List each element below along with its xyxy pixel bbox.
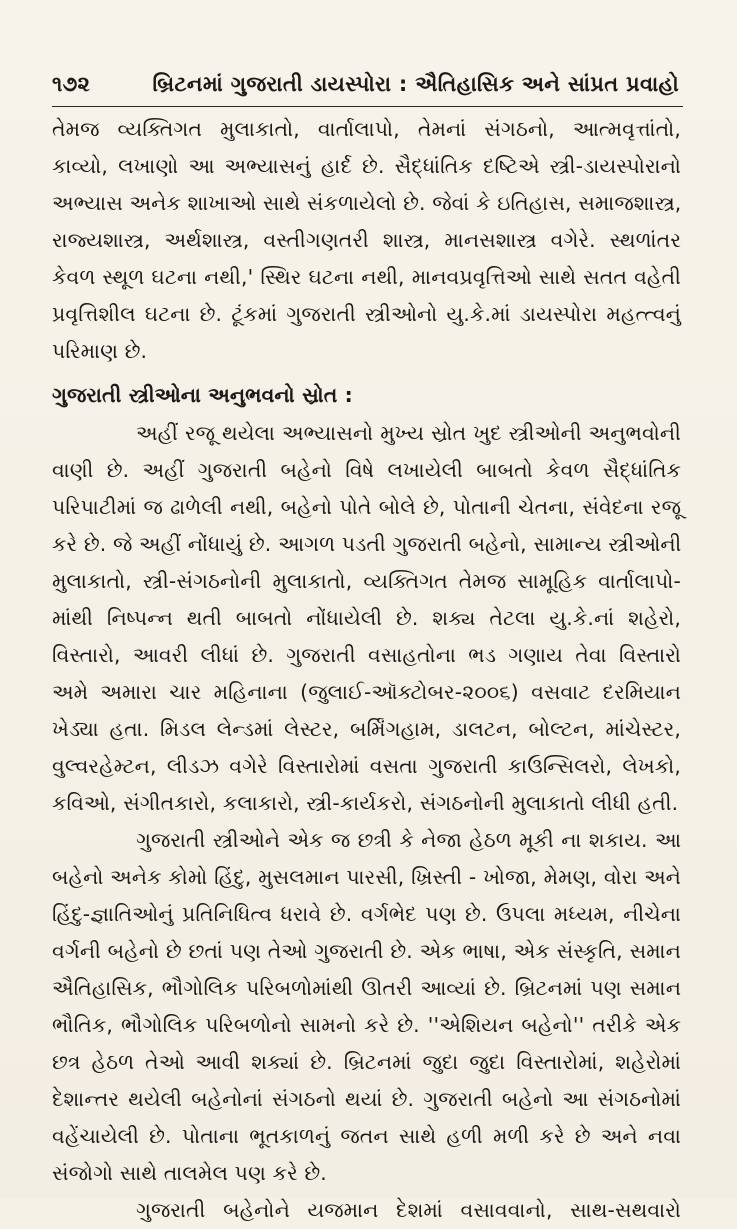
text-line: ગુજરાતી સ્ત્રીઓને એક જ છત્રી કે નેજા હેઠળ મૂકી ના શકાય. આ bbox=[136, 828, 681, 852]
text-line: વર્ગની બહેનો છે છતાં પણ તેઓ ગુજરાતી છે. એક ભાષા, એક સંસ્કૃતિ, સમાન bbox=[52, 939, 681, 963]
paragraph-diversity bbox=[52, 822, 681, 1192]
text-line: દેશાન્તર થયેલી બહેનોનાં સંગઠનો થયાં છે. ગુજરાતી બહેનો આ સંગઠનોમાં bbox=[52, 1087, 681, 1111]
text-line: રાજ્યશાસ્ત્ર, અર્થશાસ્ત્ર, વસ્તીગણતરી શાસ્ત્ર, માનસશાસ્ત્ર વગેરે. સ્થળાંતર bbox=[52, 228, 681, 252]
text-line: ભૌતિક, ભૌગોલિક પરિબળોનો સામનો કરે છે. ''એશિયન બહેનો'' તરીકે એક bbox=[52, 1013, 681, 1037]
text-line: પરિમાણ છે. bbox=[52, 339, 148, 363]
paragraph-intro bbox=[52, 111, 681, 370]
text-line: વિસ્તારો, આવરી લીધાં છે. ગુજરાતી વસાહતોના ભડ ગણાય તેવા વિસ્તારો bbox=[52, 643, 681, 667]
text-line: માંથી નિષ્પન્ન થતી બાબતો નોંધાયેલી છે. શક્ય તેટલા યુ.કે.નાં શહેરો, bbox=[52, 606, 681, 630]
text-line: હિંદુ-જ્ઞાતિઓનું પ્રતિનિધિત્વ ધરાવે છે. વર્ગભેદ પણ છે. ઉપલા મધ્યમ, નીચેના bbox=[52, 902, 681, 926]
text-line: કવિઓ, સંગીતકારો, કલાકારો, સ્ત્રી-કાર્યકરો, સંગઠનોની મુલાકાતો લીધી હતી. bbox=[52, 791, 679, 815]
text-line: કેવળ સ્થૂળ ઘટના નથી,' સ્થિર ઘટના નથી, માનવપ્રવૃત્તિઓ સાથે સતત વહેતી bbox=[52, 265, 681, 289]
text-line: મુલાકાતો, સ્ત્રી-સંગઠનોની મુલાકાતો, વ્યક્તિગત તેમજ સામૂહિક વાર્તાલાપો- bbox=[52, 569, 681, 593]
book-title: બ્રિટનમાં ગુજરાતી ડાયસ્પોરા : ઐતિહાસિક અને સાંપ્રત પ્રવાહો bbox=[152, 72, 679, 96]
text-line: અભ્યાસ અનેક શાખાઓ સાથે સંકળાયેલો છે. જેવાં કે ઇતિહાસ, સમાજશાસ્ત્ર, bbox=[52, 191, 682, 215]
text-line: વાણી છે. અહીં ગુજરાતી બહેનો વિષે લખાયેલી બાબતો કેવળ સૈદ્ધાંતિક bbox=[52, 458, 681, 482]
paragraph-source bbox=[52, 415, 681, 822]
text-line: અહીં રજૂ થયેલા અભ્યાસનો મુખ્ય સ્રોત ખુદ સ્ત્રીઓની અનુભવોની bbox=[136, 421, 681, 445]
text-line: છત્ર હેઠળ તેઓ આવી શક્યાં છે. બ્રિટનમાં જુદા જુદા વિસ્તારોમાં, શહેરોમાં bbox=[52, 1050, 681, 1074]
text-line: પરિપાટીમાં જ ઢાળેલી નથી, બહેનો પોતે બોલે છે, પોતાની ચેતના, સંવેદના રજૂ bbox=[52, 495, 681, 519]
running-header bbox=[52, 68, 683, 107]
text-line: ગુજરાતી બહેનોને યજમાન દેશમાં વસાવવાનો, સાથ-સથવારો bbox=[136, 1198, 681, 1222]
text-line: પ્રવૃત્તિશીલ ઘટના છે. ટૂંકમાં ગુજરાતી સ્ત્રીઓનો યુ.કે.માં ડાયસ્પોરા મહત્ત્વનું bbox=[52, 302, 681, 326]
text-line: સંજોગો સાથે તાલમેલ પણ કરે છે. bbox=[52, 1161, 327, 1185]
text-line: તેમજ વ્યક્તિગત મુલાકાતો, વાર્તાલાપો, તેમનાં સંગઠનો, આત્મવૃત્તાંતો, bbox=[52, 117, 681, 141]
text-line: કરે છે. જે અહીં નોંધાયું છે. આગળ પડતી ગુજરાતી બહેનો, સામાન્ય સ્ત્રીઓની bbox=[52, 532, 682, 556]
text-line: વુલ્વરહેમ્ટન, લીડઝ વગેરે વિસ્તારોમાં વસતા ગુજરાતી કાઉન્સિલરો, લેખકો, bbox=[52, 754, 681, 778]
page-number: ૧૭૨ bbox=[52, 72, 91, 96]
text-line: અમે અમારા ચાર મહિનાના (જુલાઈ-ઑક્ટોબર-૨૦૦૬) વસવાટ દરમિયાન bbox=[52, 680, 681, 704]
text-line: ખેડ્યા હતા. મિડલ લેન્ડમાં લેસ્ટર, બર્મિંગહામ, ડાલટન, બોલ્ટન, માંચેસ્ટર, bbox=[52, 717, 681, 741]
text-line: બહેનો અનેક કોમો હિંદુ, મુસલમાન પારસી, ખ્રિસ્તી - ખોજા, મેમણ, વોરા અને bbox=[52, 865, 681, 889]
text-line: ઐતિહાસિક, ભૌગોલિક પરિબળોમાંથી ઊતરી આવ્યાં છે. બ્રિટનમાં પણ સમાન bbox=[52, 976, 681, 1000]
page-content bbox=[52, 111, 681, 1229]
section-heading: ગુજરાતી સ્ત્રીઓના અનુભવનો સ્રોત : bbox=[52, 383, 353, 407]
text-line: કાવ્યો, લખાણો આ અભ્યાસનું હાર્દ છે. સૈદ્ધાંતિક દષ્ટિએ સ્ત્રી-ડાયસ્પોરાનો bbox=[52, 154, 681, 178]
text-line: વહેંચાયેલી છે. પોતાના ભૂતકાળનું જતન સાથે હળી મળી કરે છે અને નવા bbox=[52, 1124, 681, 1148]
